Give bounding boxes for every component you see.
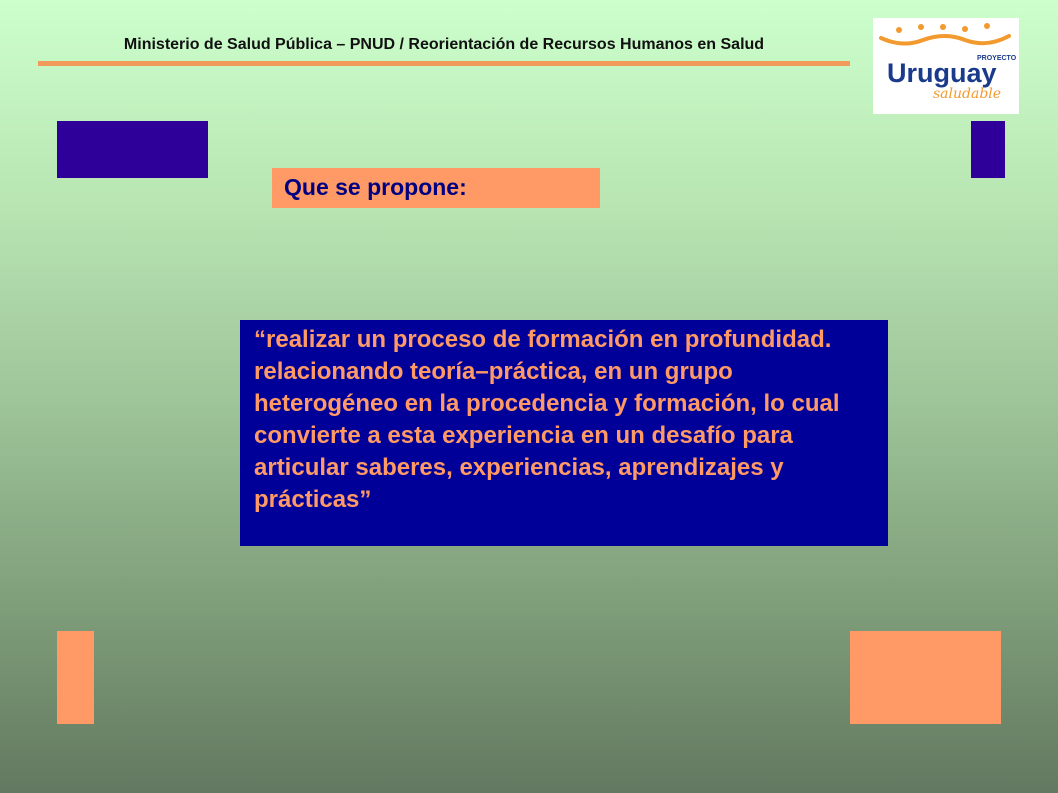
logo-top-text: PROYECTO xyxy=(977,55,1017,62)
header-divider xyxy=(38,61,850,66)
logo-sub-text: saludable xyxy=(933,86,1002,102)
logo-main-text: Uruguay xyxy=(887,58,997,88)
orange-accent-block-right xyxy=(850,631,1001,724)
navy-accent-block-right xyxy=(971,121,1005,178)
slide-title: Que se propone: xyxy=(284,174,467,200)
uruguay-saludable-logo xyxy=(873,18,1019,114)
navy-accent-block-left xyxy=(57,121,208,178)
header-title: Ministerio de Salud Pública – PNUD / Reorientación de Recursos Humanos en Salud xyxy=(123,36,765,53)
orange-accent-block-left xyxy=(57,631,94,724)
quote-text: “realizar un proceso de formación en profundidad. relacionando teoría–práctica, en un grupo heterogéneo en la procedencia y formación, lo cual convierte a esta experiencia en un desafío para articular saberes, experiencias, aprendizajes y prácticas” xyxy=(254,326,840,513)
quote-box xyxy=(240,320,888,546)
slide-title-box xyxy=(272,168,600,208)
